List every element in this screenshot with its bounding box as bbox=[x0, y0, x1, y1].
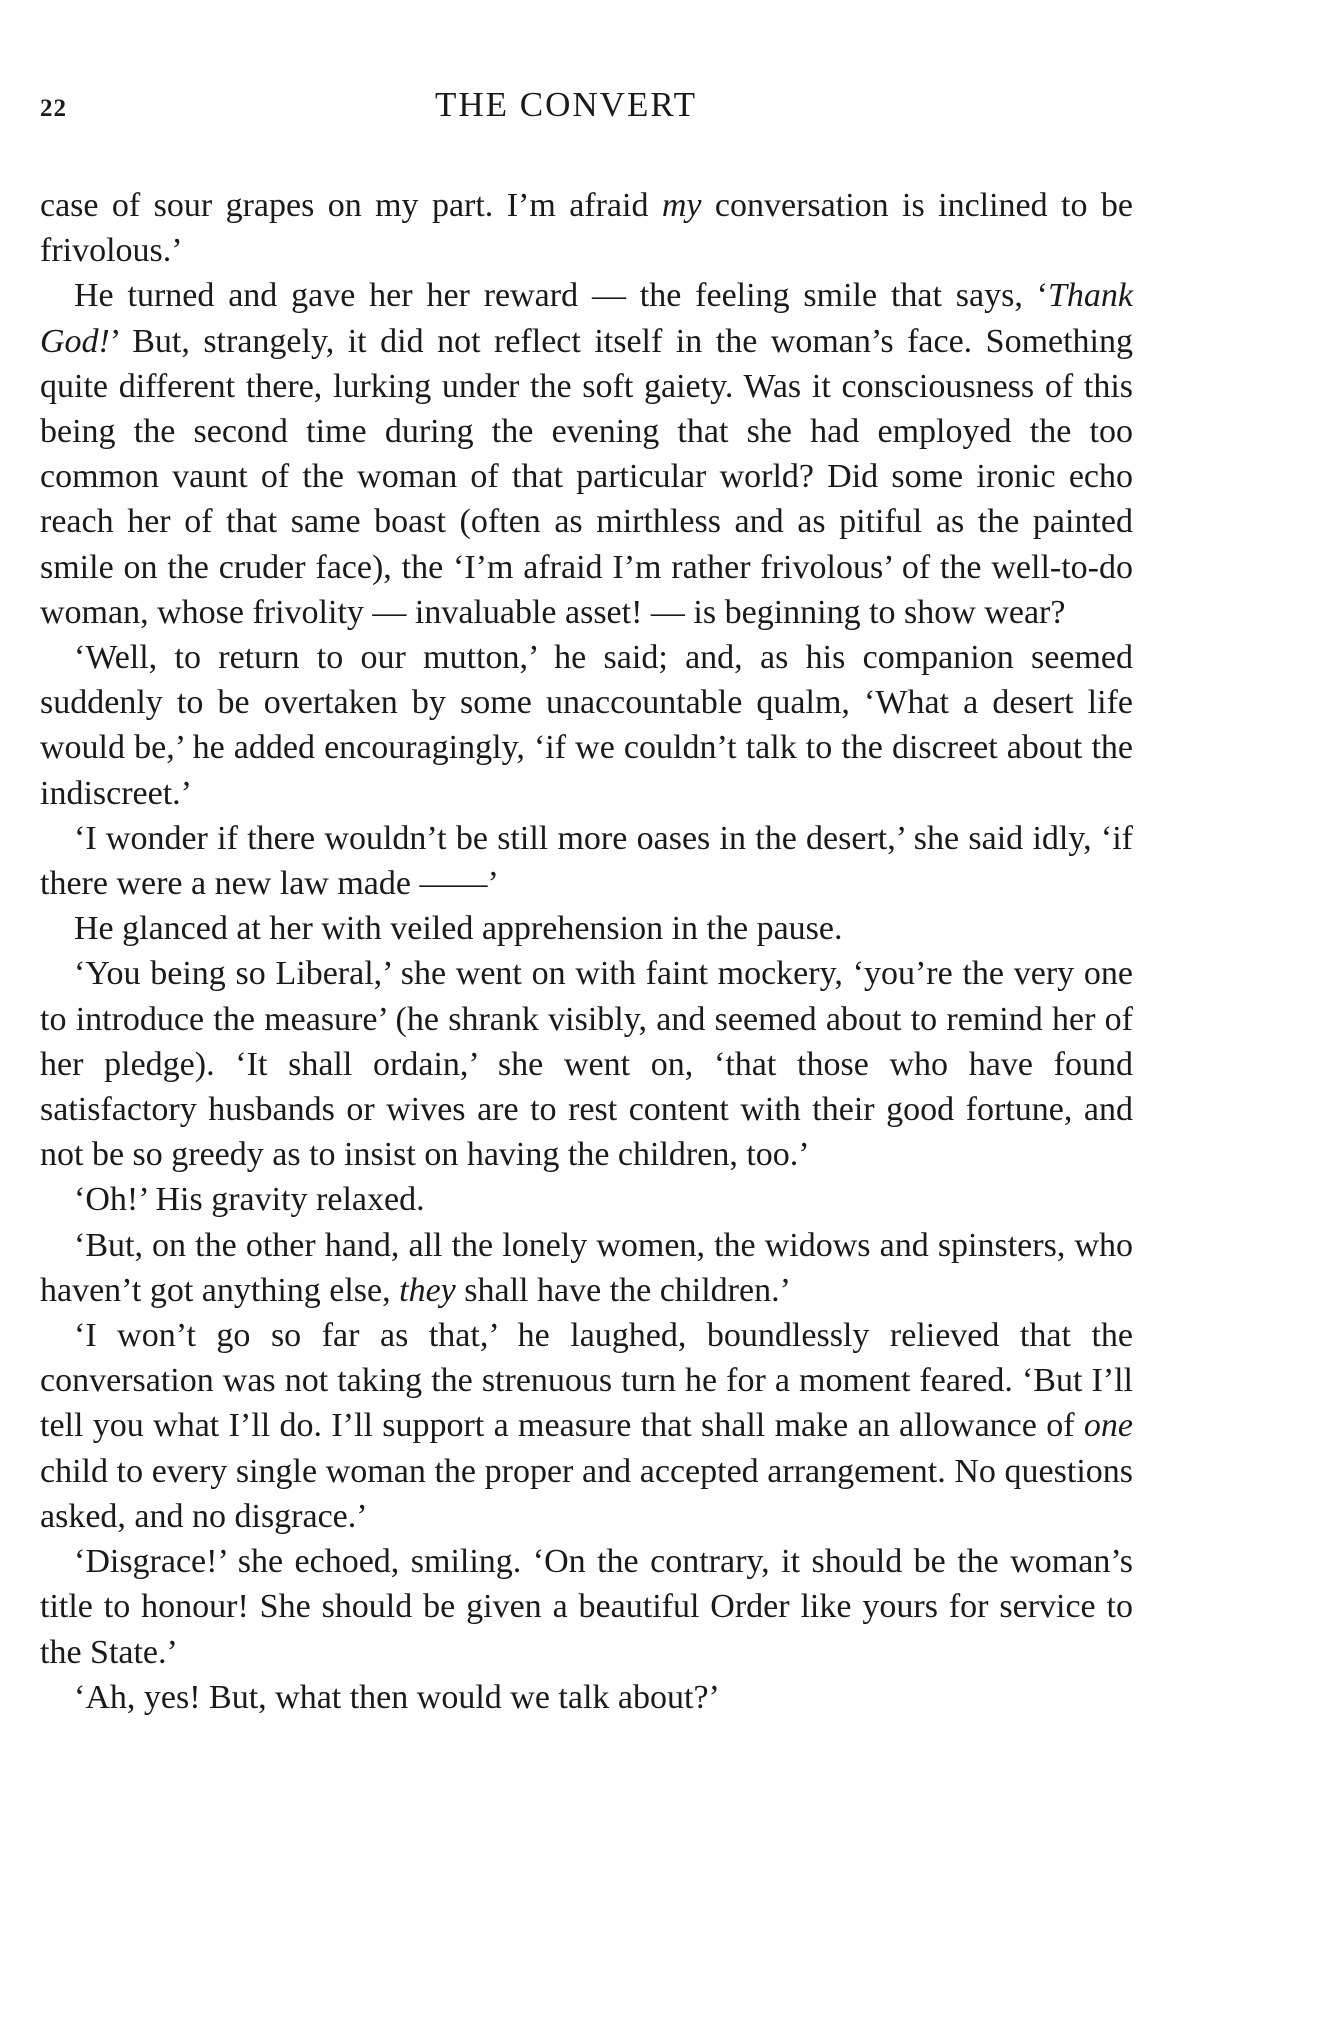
italic-text: Thank God! bbox=[40, 277, 1133, 360]
running-title: THE CONVERT bbox=[435, 85, 697, 124]
italic-text: one bbox=[1083, 1407, 1133, 1445]
paragraph bbox=[40, 1675, 1133, 1720]
paragraph bbox=[40, 1313, 1133, 1539]
paragraph bbox=[40, 1177, 1133, 1222]
text-run: ‘I wonder if there wouldn’t be still more oases in the desert,’ she said idly, ‘if there were a new law made ——’ bbox=[40, 819, 1133, 903]
paragraph bbox=[40, 1223, 1133, 1313]
text-run: ‘I won’t go so far as that,’ he laughed, boundlessly relieved that the conversation was not taking the strenuous turn he for a moment feared. ‘But I’ll tell you what I’ll do. I’ll support a measure that shall make an allowance of bbox=[40, 1317, 1133, 1445]
text-run: shall have the children.’ bbox=[455, 1271, 791, 1309]
text-run: ‘But, on the other hand, all the lonely women, the widows and spinsters, who haven’t got anything else, bbox=[40, 1226, 1133, 1309]
text-run: ‘Oh!’ His gravity relaxed. bbox=[74, 1181, 425, 1219]
text-run: ’ But, strangely, it did not reflect itself in the woman’s face. Something quite different there, lurking under the soft gaiety. Was it consciousness of this being the second time during the evening that she had employed the too common vaunt of the woman of that particular world? Did some ironic echo reach her of that same boast (often as mirthless and as pitiful as the painted smile on the cruder face), the ‘I’m afraid I’m rather frivolous’ of the well-to-do woman, whose frivolity — invaluable asset! — is beginning to show wear? bbox=[40, 322, 1133, 631]
text-run: ‘Well, to return to our mutton,’ he said; and, as his companion seemed suddenly to be overtaken by some unaccountable qualm, ‘What a desert life would be,’ he added encouragingly, ‘if we couldn’t talk to the discreet about the indiscreet.’ bbox=[40, 639, 1133, 812]
paragraph bbox=[40, 273, 1133, 635]
text-run: ‘You being so Liberal,’ she went on with faint mockery, ‘you’re the very one to introduce the measure’ (he shrank visibly, and seemed about to remind her of her pledge). ‘It shall ordain,’ she went on, ‘that those who have found satisfactory husbands or wives are to rest content with their good fortune, and not be so greedy as to insist on having the children, too.’ bbox=[40, 955, 1133, 1174]
paragraph bbox=[40, 906, 1133, 951]
paragraph bbox=[40, 635, 1133, 816]
text-run: conversation is inclined to be frivolous.’ bbox=[40, 187, 1133, 270]
text-run: ‘Ah, yes! But, what then would we talk about?’ bbox=[74, 1678, 720, 1716]
text-run: He glanced at her with veiled apprehension in the pause. bbox=[74, 910, 843, 948]
page-header bbox=[40, 85, 1140, 135]
italic-text: my bbox=[661, 187, 702, 224]
paragraph bbox=[40, 1539, 1133, 1675]
paragraph bbox=[40, 183, 1133, 273]
italic-text: they bbox=[399, 1271, 456, 1309]
paragraph bbox=[40, 951, 1133, 1177]
text-run: ‘Disgrace!’ she echoed, smiling. ‘On the contrary, it should be the woman’s title to honour! She should be given a beautiful Order like yours for service to the State.’ bbox=[40, 1543, 1133, 1671]
text-run: child to every single woman the proper and accepted arrangement. No questions asked, and no disgrace.’ bbox=[40, 1452, 1133, 1535]
text-run: case of sour grapes on my part. I’m afraid bbox=[40, 187, 662, 224]
body-text bbox=[40, 183, 1133, 1720]
text-run: He turned and gave her her reward — the feeling smile that says, ‘ bbox=[74, 277, 1048, 315]
page-number: 22 bbox=[40, 95, 67, 122]
paragraph bbox=[40, 816, 1133, 906]
